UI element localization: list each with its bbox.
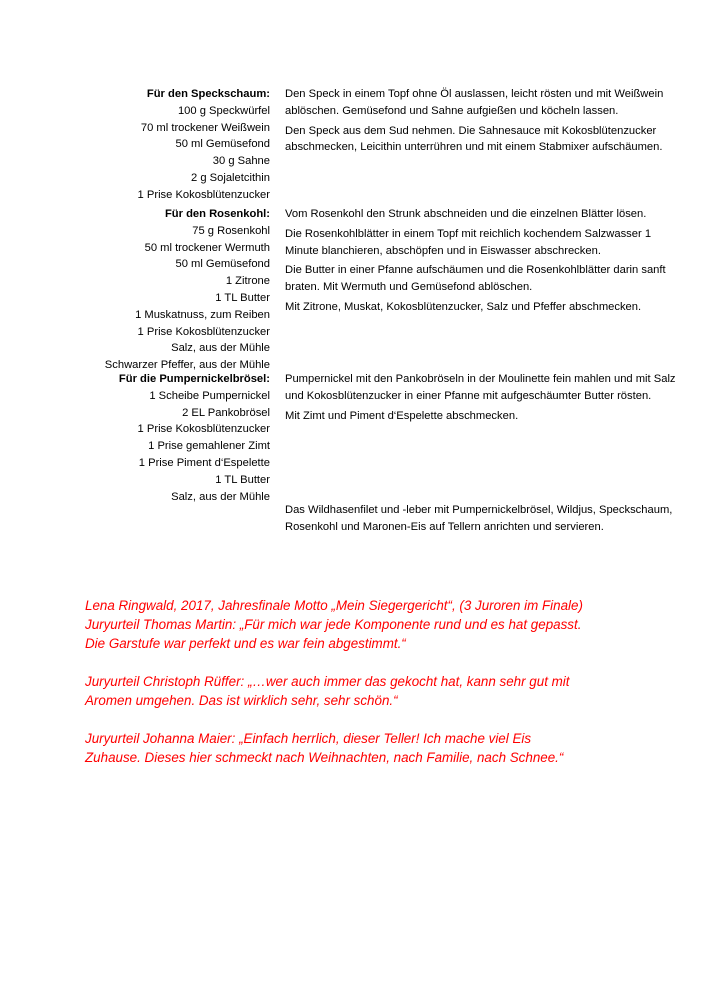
- ingredient-item: Schwarzer Pfeffer, aus der Mühle: [104, 359, 270, 372]
- ingredient-list: [60, 371, 270, 505]
- serving-instruction-block: [285, 502, 685, 539]
- ingredient-list: [60, 206, 270, 374]
- jury-comment-line: Zuhause. Dieses hier schmeckt nach Weihnachten, nach Familie, nach Schnee.“: [85, 750, 564, 765]
- instruction-step: Mit Zimt und Piment d‘Espelette abschmecken.: [285, 409, 519, 422]
- ingredient-item: 2 g Sojaletcithin: [191, 171, 270, 184]
- ingredient-item: 1 Scheibe Pumpernickel: [149, 389, 270, 402]
- ingredient-item: 1 TL Butter: [215, 291, 270, 304]
- ingredient-list: [60, 86, 270, 204]
- instruction-list: [285, 206, 685, 319]
- ingredient-item: 1 Prise Kokosblütenzucker: [137, 325, 270, 338]
- ingredient-item: 50 ml Gemüsefond: [175, 138, 270, 151]
- instruction-step: Mit Zitrone, Muskat, Kokosblütenzucker, Salz und Pfeffer abschmecken.: [285, 300, 642, 313]
- instruction-step: Pumpernickel mit den Pankobröseln in der Moulinette fein mahlen und mit Salz und Kokosblütenzucker in einer Pfanne mit aufgeschäumter Butter rösten.: [285, 373, 676, 402]
- section-heading: Für die Pumpernickelbrösel:: [118, 373, 270, 385]
- ingredient-item: 2 EL Pankobrösel: [182, 406, 270, 419]
- instruction-list: [285, 371, 685, 427]
- instruction-step: Den Speck in einem Topf ohne Öl auslassen, leicht rösten und mit Weißwein ablöschen. Gemüsefond und Sahne aufgießen und köcheln lassen.: [285, 88, 664, 117]
- instruction-step: Den Speck aus dem Sud nehmen. Die Sahnesauce mit Kokosblütenzucker abschmecken, Leicithin unterrühren und mit einem Stabmixer aufschäumen.: [285, 124, 663, 154]
- ingredient-item: 70 ml trockener Weißwein: [140, 121, 270, 134]
- ingredient-item: 30 g Sahne: [212, 155, 270, 168]
- jury-verdicts: [85, 596, 675, 767]
- jury-comment-line: Juryurteil Thomas Martin: „Für mich war jede Komponente rund und es hat gepasst.: [85, 617, 582, 632]
- ingredient-item: 1 Muskatnuss, zum Reiben: [135, 308, 270, 321]
- instruction-step: Die Butter in einer Pfanne aufschäumen und die Rosenkohlblätter darin sanft braten. Mit Wermuth und Gemüsefond ablöschen.: [285, 264, 666, 294]
- ingredient-item: Salz, aus der Mühle: [171, 342, 270, 355]
- ingredient-item: 1 Prise Kokosblütenzucker: [137, 423, 270, 436]
- instruction-step: Die Rosenkohlblätter in einem Topf mit reichlich kochendem Salzwasser 1 Minute blanchieren, abschöpfen und in Eiswasser abschrecken.: [285, 227, 652, 257]
- paragraph-spacer: [85, 710, 675, 729]
- jury-comment-line: Juryurteil Christoph Rüffer: „…wer auch immer das gekocht hat, kann sehr gut mit: [85, 674, 570, 689]
- instruction-step: Vom Rosenkohl den Strunk abschneiden und die einzelnen Blätter lösen.: [285, 208, 647, 220]
- ingredient-item: 1 Prise Kokosblütenzucker: [137, 188, 270, 201]
- jury-comment-line: Die Garstufe war perfekt und es war fein abgestimmt.“: [85, 636, 406, 651]
- ingredient-item: 50 ml Gemüsefond: [175, 258, 270, 271]
- ingredient-item: Salz, aus der Mühle: [171, 490, 270, 503]
- jury-comment-line: Juryurteil Johanna Maier: „Einfach herrlich, dieser Teller! Ich mache viel Eis: [85, 731, 532, 746]
- competition-info: Lena Ringwald, 2017, Jahresfinale Motto „Mein Siegergericht“, (3 Juroren im Finale): [85, 598, 583, 613]
- instruction-list: [285, 86, 685, 159]
- paragraph-spacer: [85, 653, 675, 672]
- serving-instruction: Das Wildhasenfilet und -leber mit Pumpernickelbrösel, Wildjus, Speckschaum, Rosenkohl und Maronen-Eis auf Tellern anrichten und servieren.: [285, 504, 673, 533]
- ingredient-item: 1 Prise Piment d‘Espelette: [138, 456, 270, 469]
- section-heading: Für den Rosenkohl:: [164, 208, 270, 220]
- jury-comment-line: Aromen umgehen. Das ist wirklich sehr, sehr schön.“: [85, 693, 398, 708]
- ingredient-item: 50 ml trockener Wermuth: [144, 241, 270, 254]
- ingredient-item: 100 g Speckwürfel: [177, 104, 270, 117]
- ingredient-item: 1 Zitrone: [225, 275, 270, 288]
- ingredient-item: 75 g Rosenkohl: [192, 224, 270, 237]
- section-heading: Für den Speckschaum:: [146, 88, 270, 100]
- ingredient-item: 1 Prise gemahlener Zimt: [148, 440, 270, 453]
- ingredient-item: 1 TL Butter: [215, 473, 270, 486]
